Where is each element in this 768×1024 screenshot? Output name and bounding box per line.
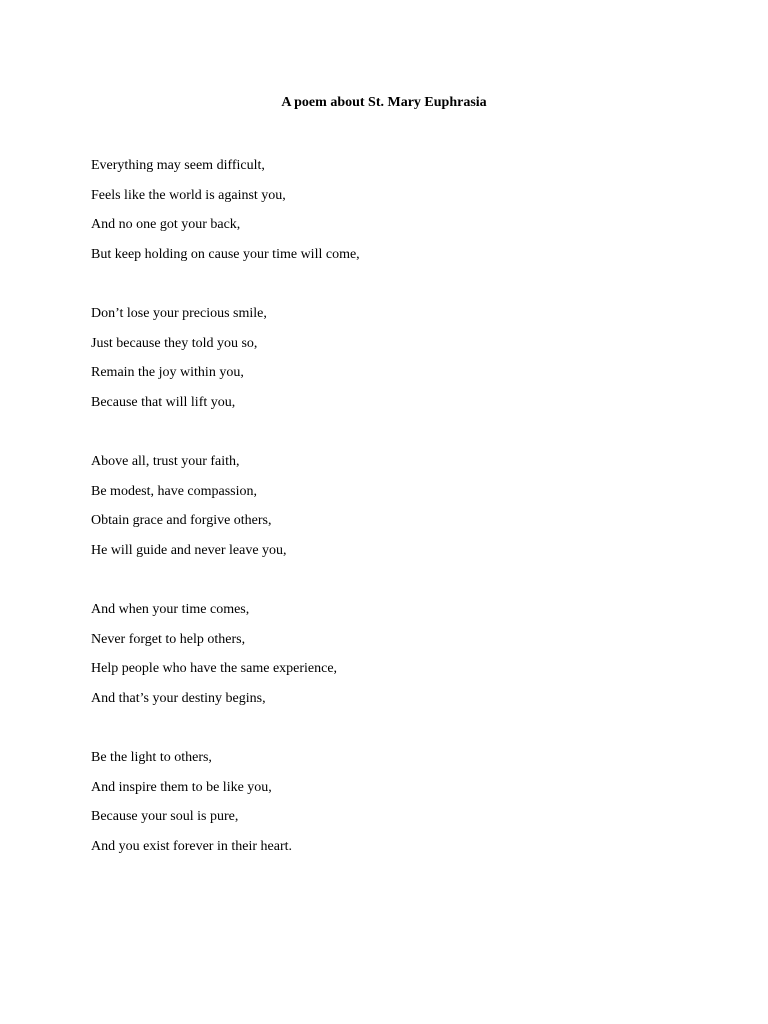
poem-line: Feels like the world is against you, — [91, 187, 286, 203]
poem-line: Because that will lift you, — [91, 394, 236, 410]
poem-line: Just because they told you so, — [91, 335, 258, 351]
poem-line: Help people who have the same experience, — [91, 661, 338, 676]
poem-line: Be the light to others, — [91, 750, 212, 765]
poem-line: Remain the joy within you, — [91, 365, 244, 380]
poem-line: Be modest, have compassion, — [91, 483, 258, 499]
poem-line: Never forget to help others, — [91, 631, 246, 647]
stanza-1 — [91, 151, 691, 269]
poem-line: Because your soul is pure, — [91, 809, 239, 824]
poem-line: He will guide and never leave you, — [91, 542, 287, 558]
stanza-5 — [91, 743, 691, 861]
poem-line: And when your time comes, — [91, 602, 250, 617]
poem-line: And you exist forever in their heart. — [91, 838, 292, 854]
stanza-4 — [91, 595, 691, 713]
poem-line: And inspire them to be like you, — [91, 779, 272, 795]
poem-title: A poem about St. Mary Euphrasia — [281, 95, 487, 110]
poem-line: Everything may seem difficult, — [91, 158, 265, 173]
poem-line: Above all, trust your faith, — [91, 454, 240, 469]
stanza-3 — [91, 447, 691, 565]
poem-line: Obtain grace and forgive others, — [91, 513, 272, 528]
poem-line: And that’s your destiny begins, — [91, 690, 266, 706]
poem-line: But keep holding on cause your time will come, — [91, 246, 360, 262]
poem-line: And no one got your back, — [91, 217, 241, 232]
poem-line: Don’t lose your precious smile, — [91, 306, 267, 321]
stanza-2 — [91, 299, 691, 417]
poem-body — [91, 151, 691, 891]
